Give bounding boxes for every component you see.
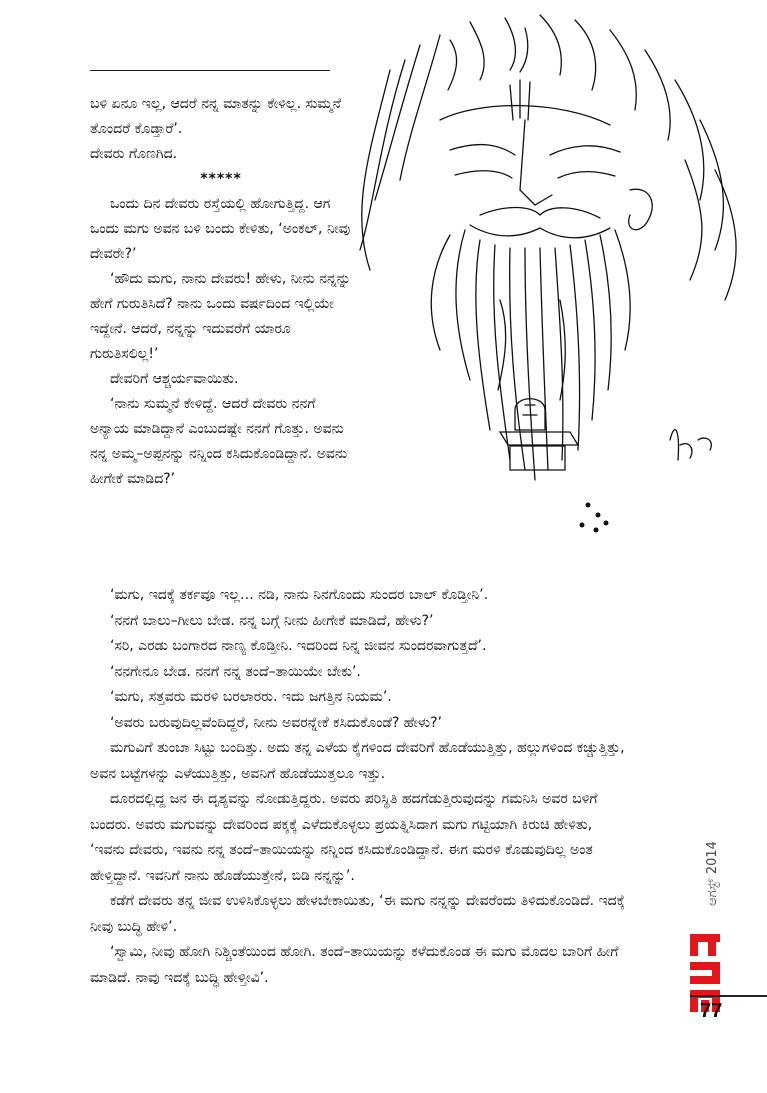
- paragraph: ‘ಮಗು, ಇದಕ್ಕೆ ತರ್ಕವೂ ಇಲ್ಲ… ನಡಿ, ನಾನು ನಿನಗೊಂದು ಸುಂದರ ಬಾಲ್ ಕೊಡ್ತೀನಿ’.: [110, 587, 489, 603]
- text-column: [90, 92, 352, 492]
- page-number-rule: [690, 995, 767, 997]
- paragraph: ಬಳಿ ಏನೂ ಇಲ್ಲ, ಆದರೆ ನನ್ನ ಮಾತನ್ನು ಕೇಳಿಲ್ಲ. ಸುಮ್ಮನೆ ತೊಂದರೆ ಕೊಡ್ತಾರೆ’.: [90, 96, 341, 137]
- paragraph: ‘ಅವರು ಬರುವುದಿಲ್ಲವೆಂದಿದ್ದರೆ, ನೀನು ಅವರನ್ನೇಕೆ ಕಸಿದುಕೊಂಡೆ? ಹೇಳು?’: [110, 714, 442, 731]
- paragraph: ದೇವರು ಗೊಣಗಿದ.: [90, 146, 178, 162]
- paragraph: ಒಂದು ದಿನ ದೇವರು ರಸ್ತೆಯಲ್ಲಿ ಹೋಗುತ್ತಿದ್ದ. ಆಗ ಒಂದು ಮಗು ಅವನ ಬಳಿ ಬಂದು ಕೇಳಿತು, ‘ಅಂಕಲ್, ನೀವು ದೇವರೇ?’: [90, 196, 351, 262]
- paragraph: ಮಗುವಿಗೆ ತುಂಬಾ ಸಿಟ್ಟು ಬಂದಿತ್ತು. ಅದು ತನ್ನ ಎಳೆಯ ಕೈಗಳಿಂದ ದೇವರಿಗೆ ಹೊಡೆಯುತ್ತಿತ್ತು, ಹಲ್ಲುಗಳಿಂದ ಕಚ್ಚುತ್ತಿತ್ತು, ಅವನ ಬಟ್ಟೆಗಳನ್ನು ಎಳೆಯುತ್ತಿತ್ತು, ಅವನಿಗೆ ಹೊಡೆಯುತ್ತಲೂ ಇತ್ತು.: [90, 740, 625, 782]
- paragraph: ‘ಸರಿ, ಎರಡು ಬಂಗಾರದ ನಾಣ್ಯ ಕೊಡ್ತೀನಿ. ಇದರಿಂದ ನಿನ್ನ ಜೀವನ ಸುಂದರವಾಗುತ್ತದೆ’.: [110, 638, 487, 654]
- section-break: *****: [200, 171, 242, 187]
- paragraph: ‘ಮಗು, ಸತ್ತವರು ಮರಳಿ ಬರಲಾರರು. ಇದು ಜಗತ್ತಿನ ನಿಯಮ’.: [110, 689, 392, 705]
- page-number: 77: [700, 1000, 723, 1022]
- paragraph: ‘ನನಗೆ ಬಾಲು–ಗೀಲು ಬೇಡ. ನನ್ನ ಬಗ್ಗೆ ನೀನು ಹೀಗೇಕೆ ಮಾಡಿದೆ, ಹೇಳು?’: [110, 612, 434, 629]
- paragraph: ‘ನನಗೇನೂ ಬೇಡ. ನನಗೆ ನನ್ನ ತಂದೆ–ತಾಯಿಯೇ ಬೇಕು’.: [110, 663, 361, 680]
- body-text: [90, 583, 630, 991]
- paragraph: ‘ಸ್ವಾಮಿ, ನೀವು ಹೋಗಿ ನಿಶ್ಚಿಂತೆಯಿಂದ ಹೋಗಿ. ತಂದೆ–ತಾಯಿಯನ್ನು ಕಳೆದುಕೊಂಡ ಈ ಮಗು ಮೊದಲ ಬಾರಿಗೆ ಹೀಗೆ ಮಾಡಿದೆ. ನಾವು ಇದಕ್ಕೆ ಬುದ್ಧಿ ಹೇಳ್ತೀವಿ’.: [90, 944, 619, 986]
- top-rule: [90, 70, 330, 71]
- issue-date: ಆಗಸ್ಟ್ 2014: [704, 840, 720, 906]
- paragraph: ದೂರದಲ್ಲಿದ್ದ ಜನ ಈ ದೃಶ್ಯವನ್ನು ನೋಡುತ್ತಿದ್ದರು. ಅವರು ಪರಿಸ್ಥಿತಿ ಹದಗೆಡುತ್ತಿರುವುದನ್ನು ಗಮನಿಸಿ ಅವರ ಬಳಿಗೆ ಬಂದರು. ಅವರು ಮಗುವನ್ನು ದೇವರಿಂದ ಪಕ್ಕಕ್ಕೆ ಎಳೆದುಕೊಳ್ಳಲು ಪ್ರಯತ್ನಿಸಿದಾಗ ಮಗು ಗಟ್ಟಿಯಾಗಿ ಕಿರುಚಿ ಹೇಳಿತು, ‘ಇವನು ದೇವರು, ಇವನು ನನ್ನ ತಂದೆ–ತಾಯಿಯನ್ನು ನನ್ನಿಂದ ಕಸಿದುಕೊಂಡಿದ್ದಾನೆ. ಈಗ ಮರಳಿ ಕೊಡುವುದಿಲ್ಲ ಅಂತ ಹೇಳ್ತಿದ್ದಾನೆ. ಇವನಿಗೆ ನಾನು ಹೊಡೆಯುತ್ತೇನೆ, ಬಿಡಿ ನನ್ನನ್ನು’.: [90, 791, 598, 884]
- paragraph: ದೇವರಿಗೆ ಆಶ್ಚರ್ಯವಾಯಿತು.: [110, 371, 239, 387]
- paragraph: ‘ಹೌದು ಮಗು, ನಾನು ದೇವರು! ಹೇಳು, ನೀನು ನನ್ನನ್ನು ಹೇಗೆ ಗುರುತಿಸಿದೆ? ನಾನು ಒಂದು ವರ್ಷದಿಂದ ಇಲ್ಲಿಯೇ ಇದ್ದೇನೆ. ಆದರೆ, ನನ್ನನ್ನು ಇದುವರೆಗೆ ಯಾರೂ ಗುರುತಿಸಲಿಲ್ಲ!’: [90, 271, 351, 362]
- paragraph: ಕಡೆಗೆ ದೇವರು ತನ್ನ ಜೀವ ಉಳಿಸಿಕೊಳ್ಳಲು ಹೇಳಬೇಕಾಯಿತು, ‘ಈ ಮಗು ನನ್ನನ್ನು ದೇವರೆಂದು ತಿಳಿದುಕೊಂಡಿದೆ. ಇದಕ್ಕೆ ನೀವು ಬುದ್ಧಿ ಹೇಳಿ’.: [90, 893, 625, 935]
- paragraph: ‘ನಾನು ಸುಮ್ಮನೆ ಕೇಳಿದ್ದೆ. ಆದರೆ ದೇವರು ನನಗೆ ಅನ್ಯಾಯ ಮಾಡಿದ್ದಾನೆ ಎಂಬುದಷ್ಟೇ ನನಗೆ ಗೊತ್ತು. ಅವನು ನನ್ನ ಅಮ್ಮ–ಅಪ್ಪನನ್ನು ನನ್ನಿಂದ ಕಸಿದುಕೊಂಡಿದ್ದಾನೆ. ಅವನು ಹೀಗೇಕೆ ಮಾಡಿದ?’: [90, 396, 348, 487]
- bearded-sage-illustration: [330, 0, 767, 590]
